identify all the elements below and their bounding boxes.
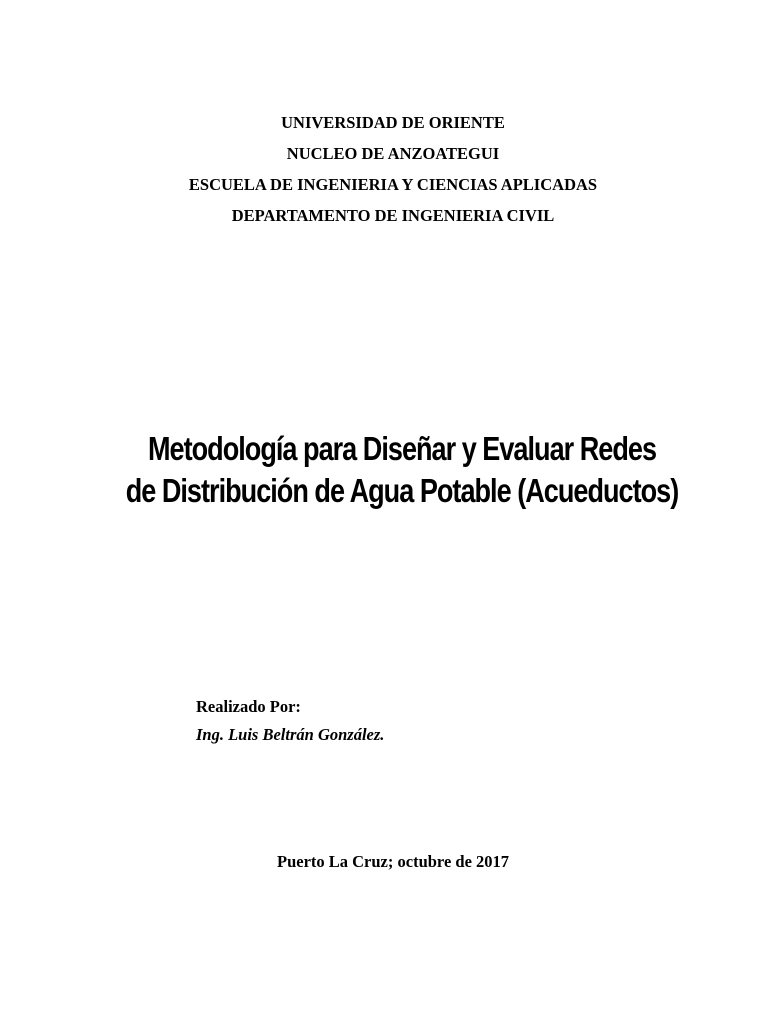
campus-name: NUCLEO DE ANZOATEGUI — [286, 144, 500, 163]
institution-header — [0, 107, 768, 231]
document-title — [0, 428, 768, 512]
author-block — [196, 693, 384, 749]
university-name: UNIVERSIDAD DE ORIENTE — [281, 113, 505, 132]
title-line-1: Metodología para Diseñar y Evaluar Redes — [147, 430, 657, 467]
author-name: Ing. Luis Beltrán González. — [196, 725, 385, 744]
author-label: Realizado Por: — [196, 697, 301, 716]
place-date: Puerto La Cruz; octubre de 2017 — [276, 852, 510, 871]
title-line-2: de Distribución de Agua Potable (Acueductos) — [125, 472, 679, 509]
school-name: ESCUELA DE INGENIERIA Y CIENCIAS APLICADAS — [188, 175, 598, 194]
department-name: DEPARTAMENTO DE INGENIERIA CIVIL — [231, 206, 555, 225]
